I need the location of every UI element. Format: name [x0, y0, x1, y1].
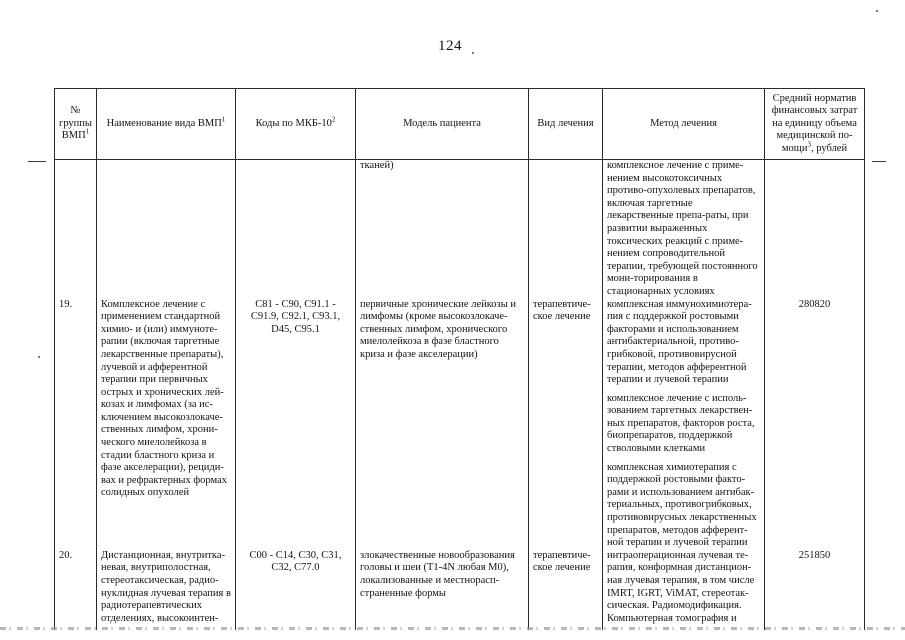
- scan-artifact: [872, 161, 886, 162]
- cell-treatment-method: комплексное лечение с приме-нением высокотоксичных противо-опухолевых препаратов, включая таргетные лекарственные препа-раты, при развитии выраженных токсических реакций с приме-нением сопроводительной терапии, требующей постоянного мони-торирования в стационарных условиях: [603, 160, 765, 299]
- scan-artifact: [472, 52, 474, 54]
- cell-treatment-method: [603, 299, 765, 550]
- header-group-number: № группы ВМП$^1$: [55, 89, 97, 160]
- cell-group-number: 20.: [55, 550, 97, 630]
- cell-cost-norm: 280820: [765, 299, 865, 550]
- scan-artifact: [28, 161, 46, 162]
- page-number: 124: [438, 38, 462, 54]
- cell-vmp-name: Дистанционная, внутритка-невая, внутриполостная, стереотаксическая, радио-нуклидная лучевая терапия в радиотерапевтических отделениях, высокоинтен-: [97, 550, 236, 630]
- vmp-table: [54, 88, 865, 630]
- method-block: комплексное лечение с исполь-зованием таргетных лекарствен-ных препаратов, факторов роста, биопрепаратов, поддержкой стволовыми клетками: [607, 392, 755, 455]
- header-cost-norm: Средний норматив финансовых затрат на единицу объема медицинской по-мощи$^3$, рублей: [765, 89, 865, 160]
- method-block: комплексная химиотерапия с поддержкой ростовыми факто-рами и использованием антибак-териальных, противогрибковых, противовирусных лекарственных препаратов, методов афферент-ной терапии и лучевой терапии: [607, 461, 757, 549]
- method-block: интраоперационная лучевая те-рапия, конформная дистанцион-ная лучевая терапия, в том числе IMRT, IGRT, ViMAT, стереотак-сическая. Радиомодификация. Компьютерная томография и: [607, 549, 755, 624]
- table-row: [55, 550, 865, 630]
- table-header-row: [55, 89, 865, 160]
- cell-cost-norm: 251850: [765, 550, 865, 630]
- cell-patient-model: первичные хронические лейкозы и лимфомы (кроме высокозлокаче-ственных лимфом, хронического миелолейкоза в фазе бластного криза и фазе акселерации): [356, 299, 529, 550]
- scan-artifact: [876, 10, 878, 12]
- header-patient-model: Модель пациента: [356, 89, 529, 160]
- cell-patient-model: злокачественные новообразования головы и шеи (T1-4N любая M0), локализованные и местнорасп-страненные формы: [356, 550, 529, 630]
- cell-treatment-type: терапевтиче-ское лечение: [529, 550, 603, 630]
- cell-icd-codes: C81 - C90, C91.1 - C91.9, C92.1, C93.1, D45, C95.1: [236, 299, 356, 550]
- header-treatment-type: Вид лечения: [529, 89, 603, 160]
- table-row-continuation: [55, 160, 865, 299]
- scan-artifact: [0, 627, 905, 630]
- header-vmp-name: Наименование вида ВМП$^1$: [97, 89, 236, 160]
- cell-vmp-name: Комплексное лечение с применением стандартной химио- и (или) иммуноте-рапии (включая таргетные лекарственные препараты), лучевой и афферентной терапии при первичных острых и хронических лей-козах и лимфомах (за ис-ключением высокозлокаче-ственных лимфом, хрони-ческого миелолейкоза в стадии бластного криза и фазе акселерации), рециди-вах и рефрактерных формах солидных опухолей: [97, 299, 236, 550]
- cell-icd-codes: C00 - C14, C30, C31, C32, C77.0: [236, 550, 356, 630]
- scan-artifact: [38, 356, 40, 358]
- table-row: [55, 299, 865, 550]
- header-icd-codes: Коды по МКБ-$10^2$: [236, 89, 356, 160]
- cell-patient-model: тканей): [356, 160, 529, 299]
- cell-treatment-method: [603, 550, 765, 630]
- method-block: комплексная иммунохимиотера-пия с поддержкой ростовыми факторами и использованием антибактериальной, противо-грибковой, противовирусной терапии, методов афферентной терапии и лучевой терапии: [607, 298, 752, 386]
- cell-treatment-type: терапевтиче-ское лечение: [529, 299, 603, 550]
- header-treatment-method: Метод лечения: [603, 89, 765, 160]
- cell-group-number: 19.: [55, 299, 97, 550]
